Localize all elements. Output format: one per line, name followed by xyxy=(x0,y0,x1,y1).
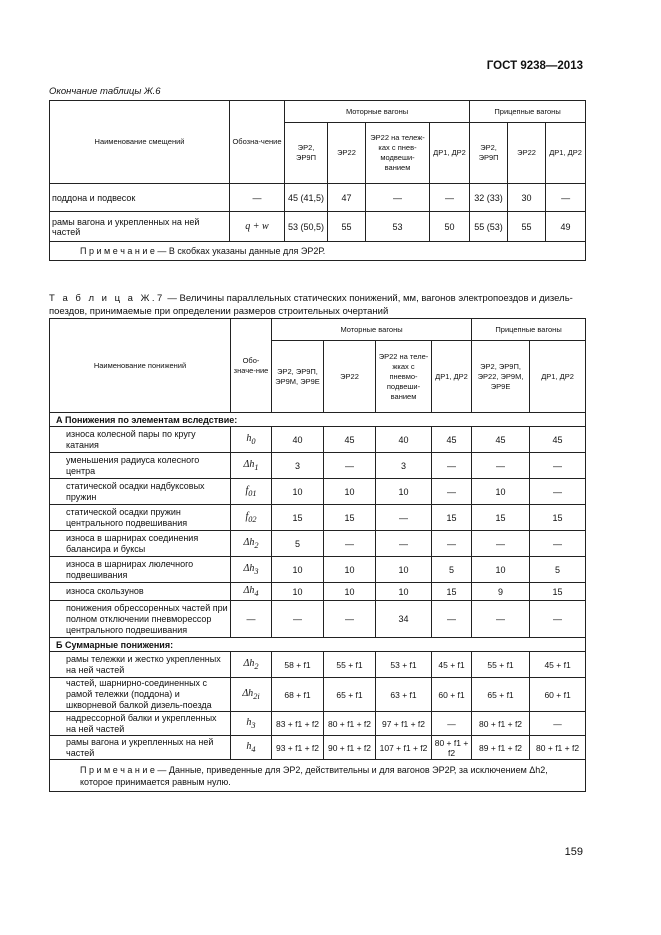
t7-col-header: ДР1, ДР2 xyxy=(530,341,586,413)
table-cell: 45 xyxy=(530,427,586,453)
table-cell: 15 xyxy=(272,505,324,531)
row-label: поддона и подвесок xyxy=(50,184,230,212)
table-cell: 55 + f1 xyxy=(324,652,376,678)
row-label: понижения обрессоренных частей при полном отключении пневморессор центрального подвешивания xyxy=(50,601,231,638)
t7-col-header: ЭР2, ЭР9П, ЭР9М, ЭР9Е xyxy=(272,341,324,413)
row-label: износа в шарнирах люлечного подвешивания xyxy=(50,557,231,583)
table-cell: 3 xyxy=(376,453,432,479)
table-cell: 89 + f1 + f2 xyxy=(472,736,530,760)
table-row xyxy=(50,453,586,479)
table-cell: 97 + f1 + f2 xyxy=(376,712,432,736)
row-symbol: $f_{01}$ xyxy=(231,479,272,505)
table-cell: 40 xyxy=(376,427,432,453)
table-cell: 80 + f1 + f2 xyxy=(432,736,472,760)
note-label: П р и м е ч а н и е xyxy=(80,246,155,256)
table-cell: — xyxy=(432,453,472,479)
row-label: рамы тележки и жестко укрепленных на ней частей xyxy=(50,652,231,678)
table-row xyxy=(50,736,586,760)
t6-group-trailer: Прицепные вагоны xyxy=(470,101,586,123)
row-label: частей, шарнирно-соединенных с рамой тележки (поддона) и шкворневой балкой дизель-поезда xyxy=(50,678,231,712)
table-cell: 10 xyxy=(324,583,376,601)
table-cell: 45 + f1 xyxy=(432,652,472,678)
table-cell: 15 xyxy=(472,505,530,531)
table-cell: — xyxy=(430,184,470,212)
row-label: рамы вагона и укрепленных на ней частей xyxy=(50,736,231,760)
row-symbol: $\Delta h_4$ xyxy=(231,583,272,601)
t7-col-header: ЭР22 на теле-жках с пневмо-подвеши-ванием xyxy=(376,341,432,413)
note-label: П р и м е ч а н и е xyxy=(80,764,155,775)
row-label: рамы вагона и укрепленных на ней частей xyxy=(50,212,230,242)
table-cell: 15 xyxy=(530,505,586,531)
table-cell: 5 xyxy=(432,557,472,583)
table-cell: 10 xyxy=(272,557,324,583)
t6-col-header: ЭР22 на тележ-ках с пнев-модвеши-ванием xyxy=(366,123,430,184)
table-cell: 45 (41,5) xyxy=(285,184,328,212)
t6-col-header: ДР1, ДР2 xyxy=(546,123,586,184)
table-cell: — xyxy=(432,479,472,505)
table-cell: — xyxy=(472,531,530,557)
table-cell: 5 xyxy=(530,557,586,583)
table-row xyxy=(50,557,586,583)
table-cell: 65 + f1 xyxy=(324,678,376,712)
row-label: статической осадки надбуксовых пружин xyxy=(50,479,231,505)
t7-note xyxy=(50,760,586,792)
t6-col-sym-header: Обозна-чение xyxy=(230,101,285,184)
table-zh7 xyxy=(49,318,586,792)
table-cell: 80 + f1 + f2 xyxy=(530,736,586,760)
table-cell: — xyxy=(472,601,530,638)
table-cell: — xyxy=(530,453,586,479)
table-cell: 40 xyxy=(272,427,324,453)
document-header: ГОСТ 9238—2013 xyxy=(486,60,583,72)
table-cell: 60 + f1 xyxy=(432,678,472,712)
table-row xyxy=(50,531,586,557)
table-row xyxy=(50,583,586,601)
table-row xyxy=(50,212,586,242)
table-cell: 55 xyxy=(328,212,366,242)
t7-col-header: ЭР2, ЭР9П, ЭР22, ЭР9М, ЭР9Е xyxy=(472,341,530,413)
table-zh6 xyxy=(49,100,586,261)
section-a-heading: А Понижения по элементам вследствие: xyxy=(50,413,586,427)
table-cell: 15 xyxy=(432,583,472,601)
table-cell: 10 xyxy=(272,479,324,505)
table-zh6-caption: Окончание таблицы Ж.6 xyxy=(49,86,161,97)
row-label: уменьшения радиуса колесного центра xyxy=(50,453,231,479)
table-cell: 47 xyxy=(328,184,366,212)
row-symbol: $\Delta h_1$ xyxy=(231,453,272,479)
page-number: 159 xyxy=(564,846,583,858)
table-cell: 107 + f1 + f2 xyxy=(376,736,432,760)
table-cell: — xyxy=(530,712,586,736)
table-row xyxy=(50,184,586,212)
table-cell: 55 + f1 xyxy=(472,652,530,678)
table-cell: 53 (50,5) xyxy=(285,212,328,242)
table-cell: 5 xyxy=(272,531,324,557)
table-cell: — xyxy=(530,601,586,638)
t6-col-header: ЭР22 xyxy=(328,123,366,184)
table-cell: 55 xyxy=(508,212,546,242)
table-cell: — xyxy=(272,601,324,638)
row-label: износа в шарнирах соединения балансира и буксы xyxy=(50,531,231,557)
table-cell: 15 xyxy=(324,505,376,531)
row-label: надрессорной балки и укрепленных на ней частей xyxy=(50,712,231,736)
row-symbol: q + w xyxy=(230,212,285,242)
table-cell: 80 + f1 + f2 xyxy=(472,712,530,736)
table-cell: 32 (33) xyxy=(470,184,508,212)
table-cell: 10 xyxy=(376,583,432,601)
row-symbol: $\Delta h_2$ xyxy=(231,531,272,557)
table-cell: 60 + f1 xyxy=(530,678,586,712)
t6-col-header: ЭР22 xyxy=(508,123,546,184)
table-cell: 3 xyxy=(272,453,324,479)
table-cell: 45 xyxy=(432,427,472,453)
table-cell: — xyxy=(376,531,432,557)
table-cell: 93 + f1 + f2 xyxy=(272,736,324,760)
t6-col-header: ЭР2, ЭР9П xyxy=(285,123,328,184)
section-b-heading: Б Суммарные понижения: xyxy=(50,638,586,652)
table-cell: 34 xyxy=(376,601,432,638)
t7-group-trailer: Прицепные вагоны xyxy=(472,319,586,341)
table-cell: 90 + f1 + f2 xyxy=(324,736,376,760)
note-text: — Данные, приведенные для ЭР2, действительны и для вагонов ЭР2Р, за исключением Δh2, которое принимается равным нулю. xyxy=(80,764,548,787)
t6-note xyxy=(50,242,586,261)
table-cell: 45 xyxy=(472,427,530,453)
table-cell: 10 xyxy=(376,479,432,505)
table-cell: — xyxy=(472,453,530,479)
table-cell: 58 + f1 xyxy=(272,652,324,678)
table-cell: 68 + f1 xyxy=(272,678,324,712)
table-cell: 63 + f1 xyxy=(376,678,432,712)
table-cell: — xyxy=(530,531,586,557)
t7-col-name-header: Наименование понижений xyxy=(50,319,231,413)
t6-group-motor: Моторные вагоны xyxy=(285,101,470,123)
row-symbol: $\Delta h_{2i}$ xyxy=(231,678,272,712)
row-symbol: — xyxy=(230,184,285,212)
t7-col-sym-header: Обо-значе-ние xyxy=(231,319,272,413)
row-symbol: $h_4$ xyxy=(231,736,272,760)
table-cell: 83 + f1 + f2 xyxy=(272,712,324,736)
table-cell: 55 (53) xyxy=(470,212,508,242)
table-cell: — xyxy=(432,531,472,557)
table-cell: — xyxy=(376,505,432,531)
table-cell: — xyxy=(324,531,376,557)
table-cell: 10 xyxy=(324,557,376,583)
row-label: износа скользунов xyxy=(50,583,231,601)
table-row xyxy=(50,652,586,678)
table-row xyxy=(50,601,586,638)
table-row xyxy=(50,427,586,453)
t7-col-header: ЭР22 xyxy=(324,341,376,413)
table-cell: 15 xyxy=(530,583,586,601)
table-cell: — xyxy=(432,601,472,638)
table-cell: 45 + f1 xyxy=(530,652,586,678)
t6-col-header: ЭР2, ЭР9П xyxy=(470,123,508,184)
table-cell: 15 xyxy=(432,505,472,531)
table-cell: 80 + f1 + f2 xyxy=(324,712,376,736)
table-cell: — xyxy=(324,601,376,638)
table-row xyxy=(50,479,586,505)
table-cell: 49 xyxy=(546,212,586,242)
row-label: статической осадки пружин центрального подвешивания xyxy=(50,505,231,531)
caption-text: — Величины параллельных статических понижений, мм, вагонов электропоездов и дизель-поездов, принимаемые при определении размеров строительных очертаний xyxy=(49,293,573,317)
table-cell: — xyxy=(324,453,376,479)
table-cell: — xyxy=(366,184,430,212)
table-cell: 50 xyxy=(430,212,470,242)
table-cell: 10 xyxy=(472,479,530,505)
table-cell: 10 xyxy=(272,583,324,601)
table-cell: 10 xyxy=(324,479,376,505)
table-cell: 45 xyxy=(324,427,376,453)
table-cell: 53 + f1 xyxy=(376,652,432,678)
caption-label: Т а б л и ц а Ж.7 xyxy=(49,293,165,304)
table-zh7-caption xyxy=(49,293,585,318)
table-cell: 30 xyxy=(508,184,546,212)
table-cell: 10 xyxy=(376,557,432,583)
note-text: — В скобках указаны данные для ЭР2Р. xyxy=(154,246,326,256)
t6-col-name-header: Наименование смещений xyxy=(50,101,230,184)
row-symbol: $h_0$ xyxy=(231,427,272,453)
row-symbol: — xyxy=(231,601,272,638)
table-cell: — xyxy=(530,479,586,505)
table-row xyxy=(50,505,586,531)
row-symbol: $h_3$ xyxy=(231,712,272,736)
row-label: износа колесной пары по кругу катания xyxy=(50,427,231,453)
table-cell: — xyxy=(432,712,472,736)
row-symbol: $f_{02}$ xyxy=(231,505,272,531)
table-cell: 9 xyxy=(472,583,530,601)
table-cell: 53 xyxy=(366,212,430,242)
table-cell: — xyxy=(546,184,586,212)
table-row xyxy=(50,712,586,736)
table-cell: 65 + f1 xyxy=(472,678,530,712)
row-symbol: $\Delta h_3$ xyxy=(231,557,272,583)
table-row xyxy=(50,678,586,712)
row-symbol: $\Delta h_2$ xyxy=(231,652,272,678)
t7-col-header: ДР1, ДР2 xyxy=(432,341,472,413)
t7-group-motor: Моторные вагоны xyxy=(272,319,472,341)
t6-col-header: ДР1, ДР2 xyxy=(430,123,470,184)
table-cell: 10 xyxy=(472,557,530,583)
